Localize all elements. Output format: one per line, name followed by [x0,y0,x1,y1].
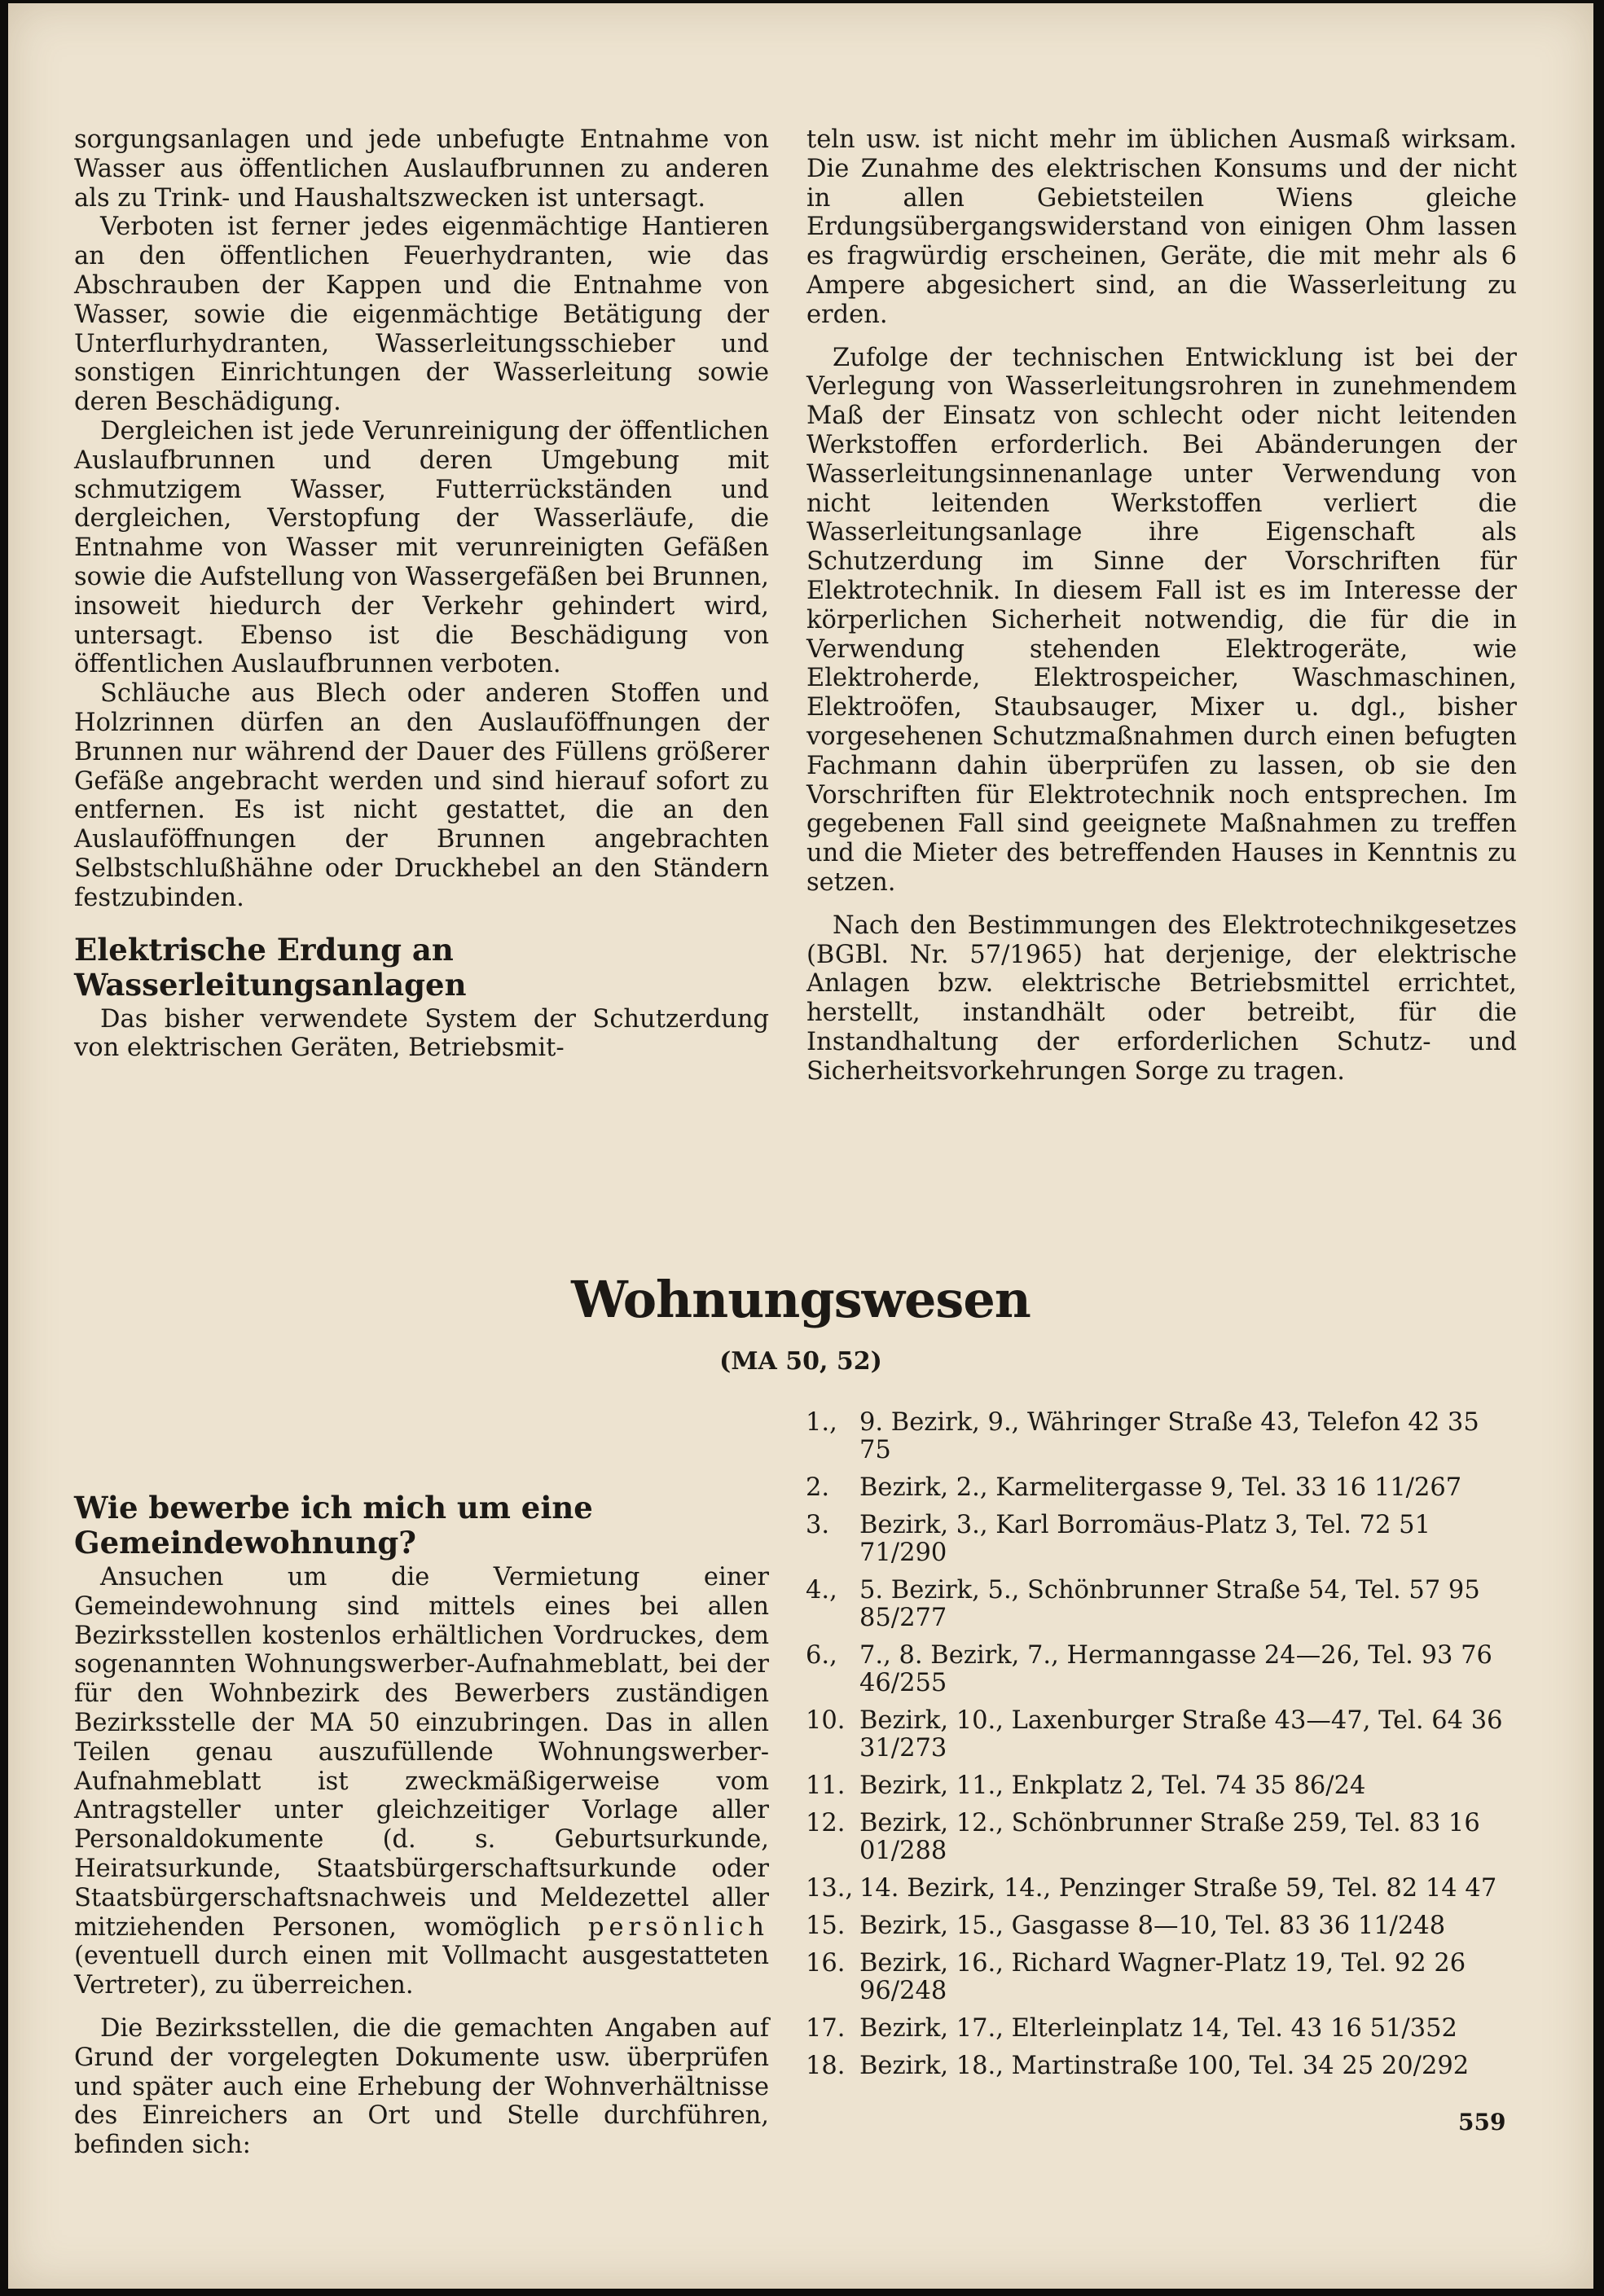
paragraph: Verboten ist ferner jedes eigenmächtige Hantieren an den öffentlichen Feuerhydranten, wie das Abschrauben der Kappen und die Entnahme von Wasser, sowie die eigenmächtige Betätigung der Unterflurhydranten, Wasserleitungsschieber und sonstigen Einrichtungen der Wasserleitung sowie deren Beschädigung. [74,213,769,417]
district-address: Bezirk, 15., Gasgasse 8—10, Tel. 83 36 11/248 [859,1912,1446,1940]
section-heading: Wie bewerbe ich mich um eine Gemeindewohnung? [74,1490,593,1561]
district-address: Bezirk, 16., Richard Wagner-Platz 19, Tel. 92 26 96/248 [859,1949,1466,2005]
paragraph: Das bisher verwendete System der Schutzerdung von elektrischen Geräten, Betriebsmit- [74,1004,769,1063]
district-address: 7., 8. Bezirk, 7., Hermanngasse 24—26, Tel. 93 76 46/255 [859,1641,1492,1697]
right-column-top [806,125,1517,1087]
district-item [806,1875,1518,1903]
district-item [806,1810,1518,1865]
district-number: 12. [806,1809,846,1837]
district-list [806,1409,1518,2080]
district-item [806,2052,1518,2080]
district-number: 13., [806,1874,854,1903]
district-address: Bezirk, 12., Schönbrunner Straße 259, Tel. 83 16 01/288 [859,1809,1480,1865]
paragraph-text: Ansuchen um die Vermietung einer Gemeindewohnung sind mittels eines bei allen Bezirksstellen kostenlos erhältlichen Vordruckes, dem sogenannten Wohnungswerber-Aufnahmeblatt, bei der für den Wohnbezirk des Bewerbers zuständigen Bezirksstelle der MA 50 einzubringen. Das in allen Teilen genau auszufüllende Wohnungswerber-Aufnahmeblatt ist zweckmäßigerweise vom Antragsteller unter gleichzeitiger Vorlage aller Personaldokumente (d. s. Geburtsurkunde, Heiratsurkunde, Staatsbürgerschaftsurkunde oder Staatsbürgerschaftsnachweis und Meldezettel aller mitziehenden Personen, womöglich [74,1563,769,1942]
district-address: Bezirk, 18., Martinstraße 100, Tel. 34 25 20/292 [859,2052,1470,2080]
district-address: 5. Bezirk, 5., Schönbrunner Straße 54, Tel. 57 95 85/277 [859,1576,1480,1632]
district-number: 18. [806,2052,846,2080]
district-item [806,1474,1518,1502]
page-number: 559 [1458,2109,1506,2136]
right-column-bottom [806,1409,1518,2090]
paragraph: teln usw. ist nicht mehr im üblichen Ausmaß wirksam. Die Zunahme des elektrischen Konsums und der nicht in allen Gebietsteilen Wiens gleiche Erdungsübergangswiderstand von einigen Ohm lassen es fragwürdig erscheinen, Geräte, die mit mehr als 6 Ampere abgesichert sind, an die Wasserleitung zu erden. [806,125,1517,329]
district-number: 15. [806,1912,846,1940]
document-page [8,3,1593,2289]
district-item [806,1707,1518,1763]
district-number: 1., [806,1408,837,1437]
district-item [806,1512,1518,1567]
district-address: Bezirk, 2., Karmelitergasse 9, Tel. 33 16 11/267 [859,1473,1462,1502]
district-number: 6., [806,1641,837,1670]
district-address: 14. Bezirk, 14., Penzinger Straße 59, Tel. 82 14 47 [859,1874,1497,1903]
district-item [806,2015,1518,2043]
district-address: Bezirk, 17., Elterleinplatz 14, Tel. 43 16 51/352 [859,2014,1457,2043]
paragraph: Die Bezirksstellen, die die gemachten Angaben auf Grund der vorgelegten Dokumente usw. überprüfen und später auch eine Erhebung der Wohnverhältnisse des Einreichers an Ort und Stelle durchführen, befinden sich: [74,2013,769,2160]
emphasized-word: persönlich [587,1912,769,1942]
district-number: 17. [806,2014,846,2043]
district-address: Bezirk, 10., Laxenburger Straße 43—47, Tel. 64 36 31/273 [859,1706,1503,1763]
left-column-bottom [74,1490,769,2160]
district-number: 16. [806,1949,846,1978]
district-number: 2. [806,1473,830,1502]
district-item [806,1950,1518,2005]
section-subtitle: (MA 50, 52) [719,1347,882,1376]
paragraph: sorgungsanlagen und jede unbefugte Entnahme von Wasser aus öffentlichen Auslaufbrunnen zu anderen als zu Trink- und Haushaltszwecken ist untersagt. [74,125,769,213]
district-item [806,1642,1518,1697]
paragraph: Dergleichen ist jede Verunreinigung der öffentlichen Auslaufbrunnen und deren Umgebung mit schmutzigem Wasser, Futterrückständen und dergleichen, Verstopfung der Wasserläufe, die Entnahme von Wasser mit verunreinigten Gefäßen sowie die Aufstellung von Wassergefäßen bei Brunnen, insoweit hiedurch der Verkehr gehindert wird, untersagt. Ebenso ist die Beschädigung von öffentlichen Auslaufbrunnen verboten. [74,416,769,679]
district-number: 11. [806,1771,846,1800]
district-number: 3. [806,1511,830,1539]
paragraph: Nach den Bestimmungen des Elektrotechnikgesetzes (BGBl. Nr. 57/1965) hat derjenige, der elektrische Anlagen bzw. elektrische Betriebsmittel errichtet, herstellt, instandhält oder betreibt, für die Instandhaltung der erforderlichen Schutz- und Sicherheitsvorkehrungen Sorge zu tragen. [806,911,1517,1086]
section-title: Wohnungswesen [571,1270,1031,1329]
paragraph-text: (eventuell durch einen mit Vollmacht ausgestatteten Vertreter), zu überreichen. [74,1942,769,2000]
district-item [806,1409,1518,1464]
district-address: Bezirk, 11., Enkplatz 2, Tel. 74 35 86/24 [859,1771,1366,1800]
district-address: Bezirk, 3., Karl Borromäus-Platz 3, Tel. 72 51 71/290 [859,1511,1430,1567]
district-item [806,1577,1518,1632]
paragraph [74,1563,769,2000]
district-address: 9. Bezirk, 9., Währinger Straße 43, Telefon 42 35 75 [859,1408,1479,1464]
section-heading: Elektrische Erdung an Wasserleitungsanlagen [74,931,467,1003]
paragraph: Schläuche aus Blech oder anderen Stoffen und Holzrinnen dürfen an den Auslauföffnungen der Brunnen nur während der Dauer des Füllens größerer Gefäße angebracht werden und sind hierauf sofort zu entfernen. Es ist nicht gestattet, die an den Auslauföffnungen der Brunnen angebrachten Selbstschlußhähne oder Druckhebel an den Ständern festzubinden. [74,679,769,912]
district-item [806,1912,1518,1940]
paragraph: Zufolge der technischen Entwicklung ist bei der Verlegung von Wasserleitungsrohren in zunehmendem Maß der Einsatz von schlecht oder nicht leitenden Werkstoffen erforderlich. Bei Abänderungen der Wasserleitungsinnenanlage unter Verwendung von nicht leitenden Werkstoffen verliert die Wasserleitungsanlage ihre Eigenschaft als Schutzerdung im Sinne der Vorschriften für Elektrotechnik. In diesem Fall ist es im Interesse der körperlichen Sicherheit notwendig, die für die in Verwendung stehenden Elektrogeräte, wie Elektroherde, Elektrospeicher, Waschmaschinen, Elektroöfen, Staubsauger, Mixer u. dgl., bisher vorgesehenen Schutzmaßnahmen durch einen befugten Fachmann dahin überprüfen zu lassen, ob sie den Vorschriften für Elektrotechnik noch entsprechen. Im gegebenen Fall sind geeignete Maßnahmen zu treffen und die Mieter des betreffenden Hauses in Kenntnis zu setzen. [806,343,1517,897]
district-item [806,1772,1518,1800]
district-number: 4., [806,1576,837,1605]
district-number: 10. [806,1706,846,1735]
left-column-top [74,125,769,1063]
